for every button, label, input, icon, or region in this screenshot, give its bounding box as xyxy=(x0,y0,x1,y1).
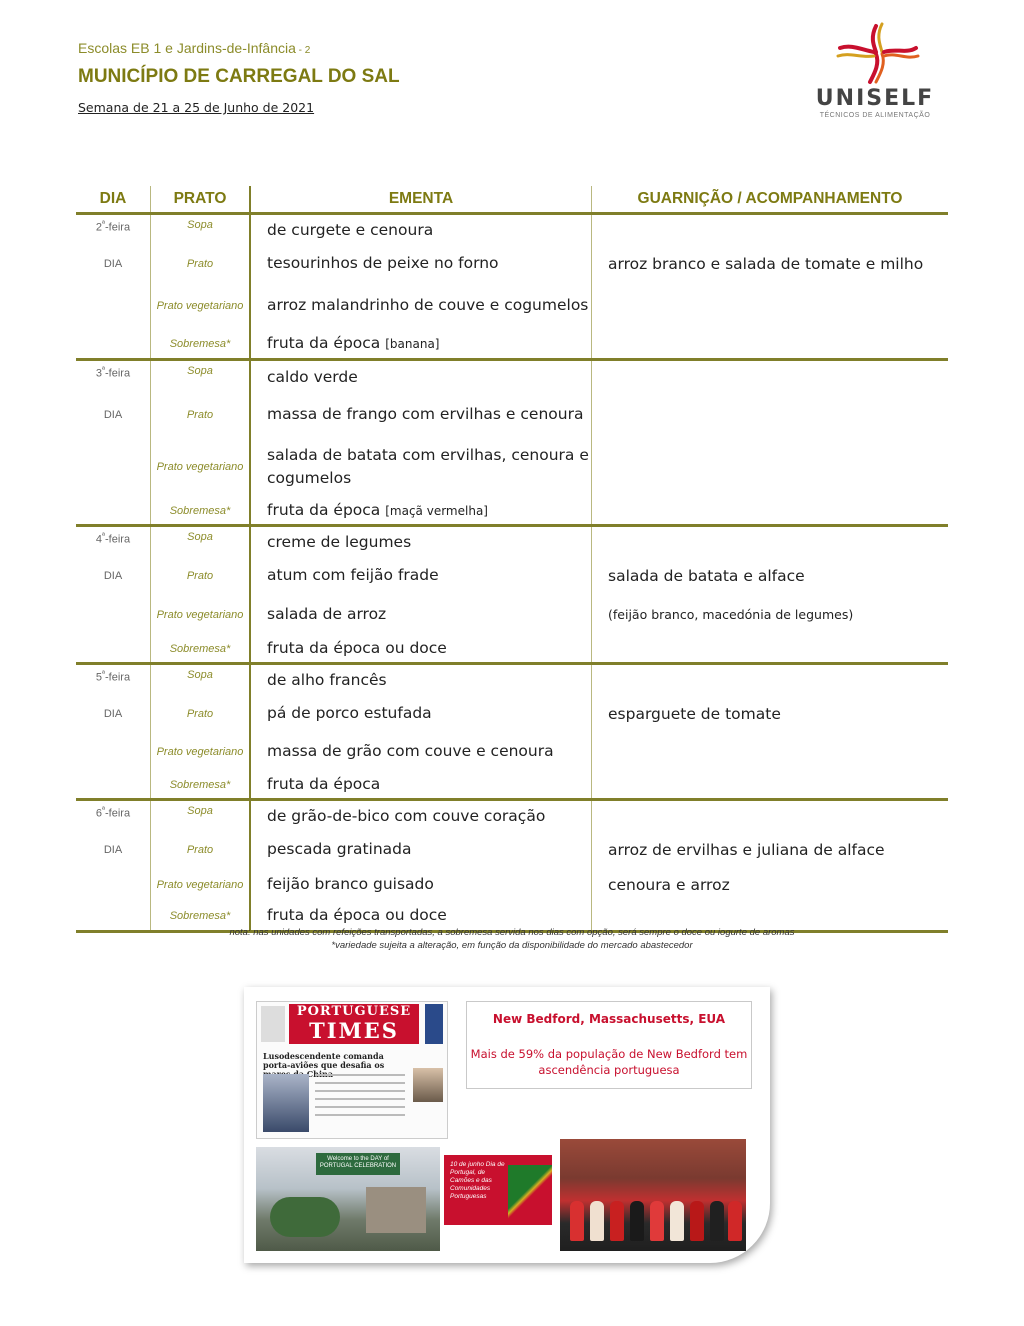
prato-type: Sobremesa* xyxy=(151,636,251,664)
ementa-cell xyxy=(250,558,592,594)
ementa-text: fruta da época xyxy=(267,775,381,794)
guarnicao-cell xyxy=(592,498,949,526)
header-ementa: EMENTA xyxy=(250,186,592,214)
guarnicao-cell: arroz de ervilhas e juliana de alface xyxy=(608,840,885,859)
table-row xyxy=(76,526,948,558)
table-row xyxy=(76,868,948,902)
ementa-cell xyxy=(250,868,592,902)
guarnicao-cell: esparguete de tomate xyxy=(608,704,781,723)
newspaper-column-line xyxy=(315,1074,405,1076)
guarnicao-cell xyxy=(592,800,949,832)
prato-type: Prato xyxy=(151,246,251,282)
prato-type: Sobremesa* xyxy=(151,902,251,932)
logo-tagline: TÉCNICOS DE ALIMENTAÇÃO xyxy=(819,112,931,119)
ementa-cell xyxy=(250,526,592,558)
table-row xyxy=(76,732,948,772)
prato-type: Prato xyxy=(151,558,251,594)
school-name xyxy=(78,40,310,56)
table-row xyxy=(76,558,948,594)
guarnicao-cell: cenoura e arroz xyxy=(608,875,730,894)
street-building xyxy=(366,1187,426,1233)
newspaper-photo-officer xyxy=(263,1074,309,1132)
guarnicao-cell xyxy=(592,664,949,696)
newspaper-photo-portrait xyxy=(413,1068,443,1102)
header-guarnicao: GUARNIÇÃO / ACOMPANHAMENTO xyxy=(637,190,903,207)
new-bedford-poster xyxy=(244,987,770,1263)
ementa-cell xyxy=(250,360,592,394)
table-row xyxy=(76,832,948,868)
day-suffix: -feira xyxy=(105,533,131,546)
day-number: 4 xyxy=(95,533,103,546)
fruit-variety-note: [banana] xyxy=(385,336,440,351)
newspaper-column-line xyxy=(315,1082,405,1084)
school-label: Escolas EB 1 e Jardins-de-Infância xyxy=(78,40,296,56)
street-tree xyxy=(270,1197,340,1237)
day-ordinal: ª xyxy=(102,805,106,814)
guarnicao-cell xyxy=(592,526,949,558)
prato-type: Prato vegetariano xyxy=(151,732,251,772)
ementa-cell xyxy=(250,732,592,772)
newspaper-column-line xyxy=(315,1106,405,1108)
ementa-cell xyxy=(250,394,592,436)
ementa-text: salada de arroz xyxy=(267,605,387,623)
dia-cell xyxy=(76,282,151,330)
ementa-text: pescada gratinada xyxy=(267,840,412,858)
dancer-figure xyxy=(650,1201,664,1241)
note-line-1: nota: nas unidades com refeições transportadas, a sobremesa servida nos dias com opção, será sempre o doce ou iogurte de aromas xyxy=(229,927,795,938)
street-photo xyxy=(256,1147,440,1251)
dia-label: DIA xyxy=(76,558,151,594)
ementa-cell xyxy=(250,664,592,696)
ementa-text: de alho francês xyxy=(267,670,387,689)
day-ordinal: ª xyxy=(102,365,106,374)
school-suffix: - 2 xyxy=(295,45,311,56)
prato-type: Prato xyxy=(151,394,251,436)
prato-type: Prato xyxy=(151,696,251,732)
ementa-cell xyxy=(250,696,592,732)
dia-cell xyxy=(76,868,151,902)
ementa-text: fruta da época ou doce xyxy=(267,639,447,658)
dancer-figure xyxy=(690,1201,704,1241)
table-row xyxy=(76,214,948,246)
ementa-cell xyxy=(250,772,592,800)
dia-label: DIA xyxy=(76,696,151,732)
day-suffix: -feira xyxy=(105,221,131,234)
ementa-cell xyxy=(250,330,592,360)
prato-type: Prato xyxy=(151,832,251,868)
ementa-cell xyxy=(250,800,592,832)
dia-cell xyxy=(76,330,151,360)
day-suffix: -feira xyxy=(105,671,131,684)
prato-type: Prato vegetariano xyxy=(151,594,251,636)
new-bedford-banner xyxy=(466,1001,752,1089)
notes xyxy=(76,926,948,952)
ementa-cell xyxy=(250,498,592,526)
table-row xyxy=(76,800,948,832)
ementa-text: de grão-de-bico com couve coração xyxy=(267,806,546,825)
newspaper-column-line xyxy=(315,1098,405,1100)
dia-cell xyxy=(76,498,151,526)
dancer-figure xyxy=(570,1201,584,1241)
ementa-text: creme de legumes xyxy=(267,532,412,551)
guarnicao-cell: (feijão branco, macedónia de legumes) xyxy=(608,606,854,622)
day-name xyxy=(76,664,151,696)
day-name xyxy=(76,214,151,246)
guarnicao-cell xyxy=(592,732,949,772)
day-name xyxy=(76,360,151,394)
ementa-text: pá de porco estufada xyxy=(267,704,432,722)
logo-brand: UNISELF xyxy=(815,86,935,111)
dia-cell xyxy=(76,772,151,800)
table-row xyxy=(76,696,948,732)
ementa-cell xyxy=(250,436,592,498)
page-title: MUNICÍPIO DE CARREGAL DO SAL xyxy=(78,66,400,87)
dia-label: DIA xyxy=(76,246,151,282)
dancer-figure xyxy=(670,1201,684,1241)
week-label: Semana de 21 a 25 de Junho de 2021 xyxy=(78,100,315,115)
newspaper-clipping xyxy=(256,1001,448,1139)
masthead-line-2: TIMES xyxy=(309,1018,399,1043)
masthead-line-1: PORTUGUESE xyxy=(296,1004,412,1019)
dancer-figure xyxy=(610,1201,624,1241)
dia-label: DIA xyxy=(76,394,151,436)
folk-dancers-photo xyxy=(560,1139,746,1251)
guarnicao-cell xyxy=(592,772,949,800)
ementa-text: salada de batata com ervilhas, cenoura e cogumelos xyxy=(267,445,589,487)
newspaper-masthead xyxy=(289,1004,419,1044)
dancer-figure xyxy=(630,1201,644,1241)
prato-type: Prato vegetariano xyxy=(151,436,251,498)
ementa-cell xyxy=(250,282,592,330)
header-prato: PRATO xyxy=(151,186,251,214)
ementa-cell xyxy=(250,594,592,636)
portugal-flag-icon xyxy=(508,1165,552,1219)
table-row xyxy=(76,436,948,498)
day-name xyxy=(76,526,151,558)
ementa-text: arroz malandrinho de couve e cogumelos xyxy=(267,296,589,314)
table-row xyxy=(76,360,948,394)
newspaper-column-line xyxy=(315,1114,405,1116)
uniself-mark-icon xyxy=(830,18,922,88)
prato-type: Sobremesa* xyxy=(151,498,251,526)
prato-type: Sopa xyxy=(151,214,251,246)
guarnicao-cell xyxy=(592,436,949,498)
ementa-text: de curgete e cenoura xyxy=(267,220,434,239)
ementa-text: caldo verde xyxy=(267,367,358,386)
table-row xyxy=(76,636,948,664)
dia-cell xyxy=(76,436,151,498)
header-dia: DIA xyxy=(76,186,151,214)
prato-type: Prato vegetariano xyxy=(151,868,251,902)
guarnicao-cell xyxy=(592,360,949,394)
dia-cell xyxy=(76,594,151,636)
guarnicao-cell: arroz branco e salada de tomate e milho xyxy=(608,254,924,273)
newspaper-side-box xyxy=(261,1006,285,1042)
prato-type: Sopa xyxy=(151,664,251,696)
ementa-text: fruta da época xyxy=(267,500,386,519)
guarnicao-cell xyxy=(592,330,949,360)
dancer-figure xyxy=(710,1201,724,1241)
table-row xyxy=(76,330,948,360)
ementa-text: atum com feijão frade xyxy=(267,566,439,584)
day-suffix: -feira xyxy=(105,807,131,820)
prato-type: Sopa xyxy=(151,360,251,394)
prato-type: Prato vegetariano xyxy=(151,282,251,330)
day-ordinal: ª xyxy=(102,669,106,678)
menu-body xyxy=(76,214,948,932)
dia-de-portugal-card xyxy=(444,1155,552,1225)
prato-type: Sopa xyxy=(151,526,251,558)
note-line-2: *variedade sujeita a alteração, em função da disponibilidade do mercado abastecedor xyxy=(331,940,693,951)
dancer-figure xyxy=(728,1201,742,1241)
dia-de-portugal-text: 10 de junho Dia de Portugal, de Camões e das Comunidades Portuguesas xyxy=(450,1161,505,1200)
table-header-row xyxy=(76,186,948,214)
table-row xyxy=(76,282,948,330)
ementa-text: fruta da época ou doce xyxy=(267,906,447,925)
dia-label: DIA xyxy=(76,832,151,868)
fruit-variety-note: [maçã vermelha] xyxy=(385,503,488,518)
ementa-text: feijão branco guisado xyxy=(267,875,434,893)
ementa-text: massa de frango com ervilhas e cenoura xyxy=(267,405,584,423)
guarnicao-cell xyxy=(592,214,949,246)
ementa-cell xyxy=(250,214,592,246)
dia-cell xyxy=(76,732,151,772)
table-row xyxy=(76,498,948,526)
day-name xyxy=(76,800,151,832)
ementa-text: massa de grão com couve e cenoura xyxy=(267,742,554,760)
prato-type: Sobremesa* xyxy=(151,330,251,360)
day-number: 6 xyxy=(95,807,103,820)
table-row xyxy=(76,394,948,436)
guarnicao-cell xyxy=(592,282,949,330)
menu-table xyxy=(76,186,948,933)
ementa-cell xyxy=(250,246,592,282)
guarnicao-cell xyxy=(592,394,949,436)
day-suffix: -feira xyxy=(105,367,131,380)
table-row xyxy=(76,246,948,282)
banner-text: Mais de 59% da população de New Bedford tem ascendência portuguesa xyxy=(470,1047,748,1077)
ementa-cell xyxy=(250,636,592,664)
newspaper-column-line xyxy=(315,1090,405,1092)
dia-cell xyxy=(76,636,151,664)
table-row xyxy=(76,772,948,800)
guarnicao-cell: salada de batata e alface xyxy=(608,566,805,585)
celebration-sign: Welcome to the DAY of PORTUGAL CELEBRATION xyxy=(316,1153,400,1175)
day-number: 5 xyxy=(95,671,103,684)
uniself-logo xyxy=(800,18,950,128)
day-ordinal: ª xyxy=(102,219,106,228)
dancer-figure xyxy=(590,1201,604,1241)
newspaper-headline: Lusodescendente comanda porta-aviões que desafia os xyxy=(263,1051,385,1070)
newspaper-azores-badge xyxy=(425,1004,443,1044)
ementa-text: fruta da época xyxy=(267,333,386,352)
guarnicao-cell xyxy=(592,636,949,664)
table-row xyxy=(76,594,948,636)
day-number: 3 xyxy=(95,367,103,380)
ementa-text: tesourinhos de peixe no forno xyxy=(267,254,499,272)
day-number: 2 xyxy=(95,221,103,234)
day-ordinal: ª xyxy=(102,531,106,540)
banner-title: New Bedford, Massachusetts, EUA xyxy=(492,1012,726,1026)
prato-type: Sobremesa* xyxy=(151,772,251,800)
ementa-cell xyxy=(250,832,592,868)
prato-type: Sopa xyxy=(151,800,251,832)
table-row xyxy=(76,664,948,696)
